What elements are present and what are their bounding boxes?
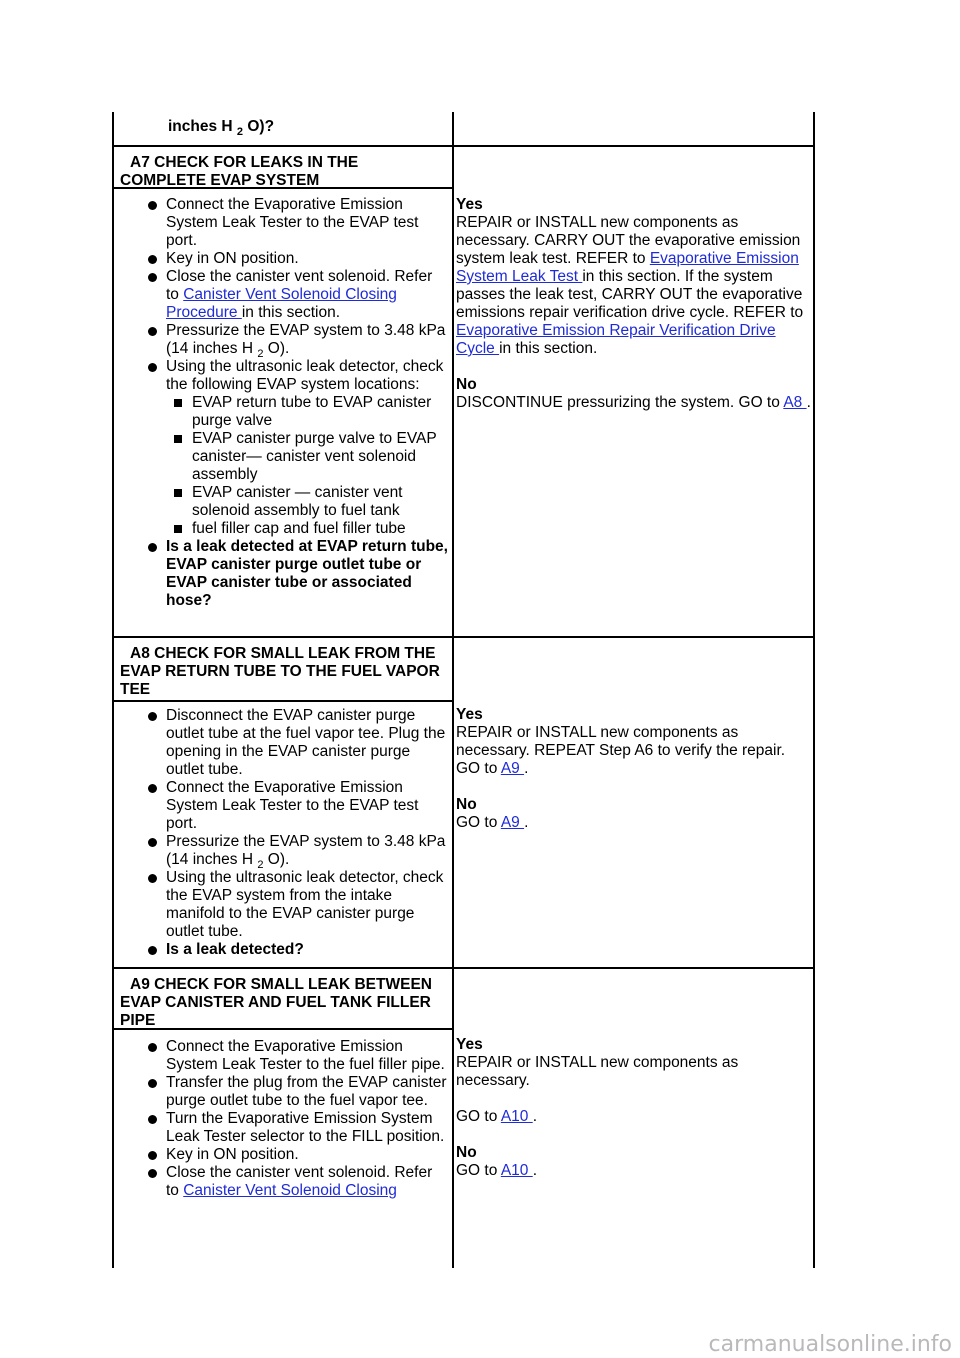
list-item: Key in ON position. xyxy=(166,1146,448,1164)
no-label: No xyxy=(456,1144,477,1161)
list-item: Transfer the plug from the EVAP canister purge outlet tube to the fuel vapor tee. xyxy=(166,1074,447,1109)
step-a7-header: A7 CHECK FOR LEAKS IN THE COMPLETE EVAP SYSTEM xyxy=(120,154,359,189)
step-a8-header: A8 CHECK FOR SMALL LEAK FROM THE EVAP RETURN TUBE TO THE FUEL VAPOR TEE xyxy=(120,645,440,698)
yes-label: Yes xyxy=(456,196,483,213)
step-a7-actions xyxy=(116,196,452,610)
list-item: Disconnect the EVAP canister purge outlet tube at the fuel vapor tee. Plug the opening in the EVAP canister purge outlet tube. xyxy=(166,707,448,779)
site-watermark: carmanualsonline.info xyxy=(708,1332,952,1357)
row-divider xyxy=(112,700,454,702)
canister-vent-solenoid-link[interactable]: Canister Vent Solenoid Closing xyxy=(183,1182,397,1199)
leak-test-link[interactable]: Evaporative Emission System Leak Test xyxy=(456,250,799,285)
step-a8-answers: Yes REPAIR or INSTALL new components as necessary. REPEAT Step A6 to verify the repair. GO to A9 . No GO to A9 . xyxy=(456,706,786,831)
goto-a9-link[interactable]: A9 xyxy=(500,814,525,831)
step-a9-header: A9 CHECK FOR SMALL LEAK BETWEEN EVAP CANISTER AND FUEL TANK FILLER PIPE xyxy=(120,976,432,1029)
sub-list-item: EVAP canister purge valve to EVAP canister— canister vent solenoid assembly xyxy=(192,430,448,484)
step-a7-answers: Yes REPAIR or INSTALL new components as necessary. CARRY OUT the evaporative emission system leak test. REFER to Evaporative Emission System Leak Test in this section. If the system passes the leak test, CARRY OUT the evaporative emissions repair verification drive cycle. REFER to Evaporative Emission Repair Verification Drive Cycle in this section. No DISCONTINUE pressurizing the system. GO to A8 . xyxy=(456,196,811,411)
list-item: Connect the Evaporative Emission System Leak Tester to the EVAP test port. xyxy=(166,779,448,833)
list-item: Pressurize the EVAP system to 3.48 kPa (14 inches H $_2$ O). xyxy=(166,322,448,358)
list-item: Key in ON position. xyxy=(166,250,448,268)
table-border-middle xyxy=(452,112,454,1268)
yes-label: Yes xyxy=(456,1036,483,1053)
list-item: Connect the Evaporative Emission System Leak Tester to the fuel filler pipe. xyxy=(166,1038,448,1074)
table-border-left xyxy=(112,112,114,1268)
goto-a10-link[interactable]: A10 xyxy=(500,1108,533,1125)
step-a8-actions xyxy=(116,707,452,959)
sub-list-item: EVAP canister — canister vent solenoid assembly to fuel tank xyxy=(192,484,448,520)
step-a9-answers: Yes REPAIR or INSTALL new components as necessary. GO to A10 . No GO to A10 . xyxy=(456,1036,739,1179)
canister-vent-solenoid-link[interactable]: Canister Vent Solenoid Closing Procedure xyxy=(166,286,397,321)
list-item: Using the ultrasonic leak detector, check the following EVAP system locations: EVAP return tube to EVAP canister purge valve EVAP canister purge valve to EVAP canister— canister vent solenoid assembly EVAP canister — canister vent solenoid assembly to fuel tank fuel filler cap and fuel filler tube xyxy=(166,358,448,538)
drive-cycle-link[interactable]: Evaporative Emission Repair Verification Drive Cycle xyxy=(456,322,776,357)
row-divider xyxy=(112,636,815,638)
yes-label: Yes xyxy=(456,706,483,723)
row-divider xyxy=(112,145,815,147)
goto-a8-link[interactable]: A8 xyxy=(783,394,807,411)
goto-a9-link[interactable]: A9 xyxy=(500,760,525,777)
list-item: Pressurize the EVAP system to 3.48 kPa (14 inches H $_2$ O). xyxy=(166,833,448,869)
row-divider xyxy=(112,967,815,969)
sub-list-item: fuel filler cap and fuel filler tube xyxy=(192,520,448,538)
list-item: Close the canister vent solenoid. Refer to Canister Vent Solenoid Closing Procedure in this section. xyxy=(166,268,448,322)
list-item: Connect the Evaporative Emission System Leak Tester to the EVAP test port. xyxy=(166,196,448,250)
sub-list-item: EVAP return tube to EVAP canister purge valve xyxy=(192,394,448,430)
step-a9-actions xyxy=(116,1038,452,1200)
list-item: Turn the Evaporative Emission System Leak Tester selector to the FILL position. xyxy=(166,1110,448,1146)
list-item: Close the canister vent solenoid. Refer to Canister Vent Solenoid Closing xyxy=(166,1164,448,1200)
step-question: Is a leak detected at EVAP return tube, EVAP canister purge outlet tube or EVAP canister tube or associated hose? xyxy=(166,538,448,609)
step-question: Is a leak detected? xyxy=(166,941,448,959)
table-border-right xyxy=(813,112,815,1268)
no-label: No xyxy=(456,796,477,813)
no-label: No xyxy=(456,376,477,393)
continued-question: inches H $_2$ O)? xyxy=(168,118,275,139)
list-item: Using the ultrasonic leak detector, check the EVAP system from the intake manifold to the EVAP canister purge outlet tube. xyxy=(166,869,448,941)
goto-a10-link[interactable]: A10 xyxy=(500,1162,533,1179)
